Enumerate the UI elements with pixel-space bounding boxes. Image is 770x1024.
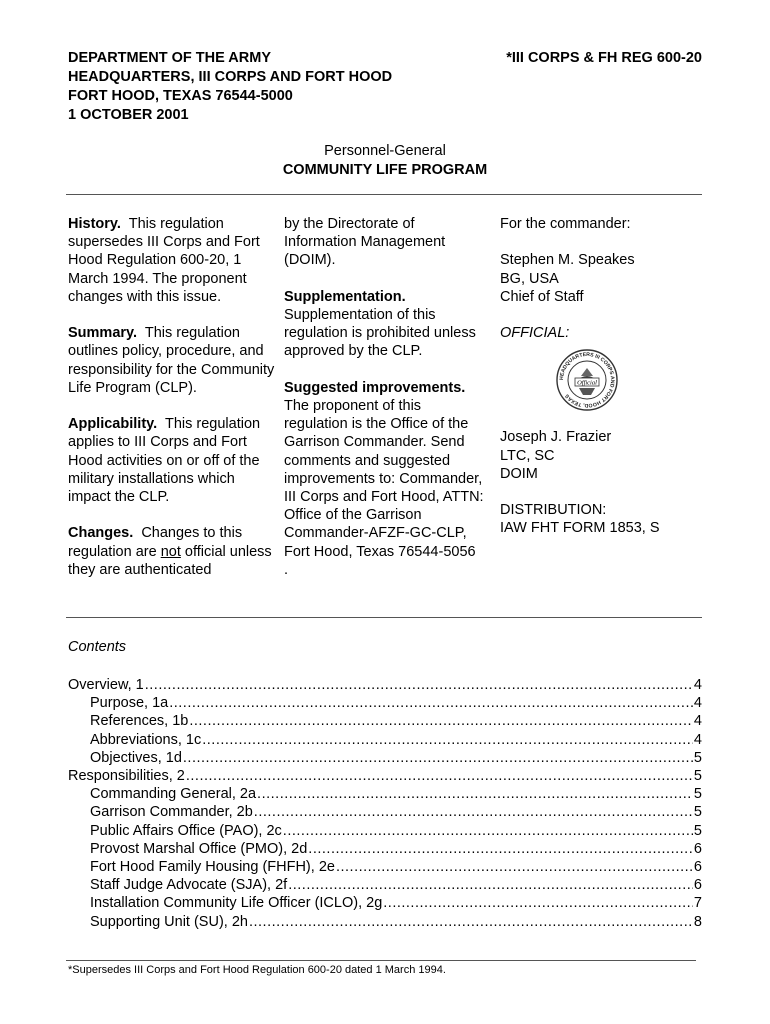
- toc-entry[interactable]: [68, 731, 702, 749]
- column-right: [500, 215, 700, 556]
- changes-label: Changes.: [68, 525, 134, 542]
- seal-ring-text: HEADQUARTERS III CORPS AND FORT HOOD, TEXAS: [558, 352, 616, 409]
- history-text: This regulation supersedes III Corps and Fort Hood Regulation 600-20, 1 March 1994. The proponent changes with this issue.: [68, 216, 260, 305]
- toc-entry[interactable]: [68, 676, 702, 694]
- toc-leader-dots: [189, 712, 693, 730]
- toc-leader-dots: [308, 840, 693, 858]
- toc-entry-label: Public Affairs Office (PAO), 2c: [90, 822, 282, 839]
- toc-entry-page: 5: [693, 804, 702, 821]
- distribution-label: DISTRIBUTION:: [500, 502, 607, 519]
- toc-entry-label: Installation Community Life Officer (ICLO), 2g: [90, 895, 383, 912]
- supplementation-text: Supplementation of this regulation is prohibited unless approved by the CLP.: [284, 307, 476, 360]
- for-commander: For the commander:: [500, 216, 631, 232]
- toc-entry-page: 6: [693, 840, 702, 857]
- toc-leader-dots: [249, 913, 693, 931]
- divider-top: [66, 194, 702, 195]
- supplementation-label: Supplementation.: [284, 288, 406, 305]
- toc-entry[interactable]: [68, 803, 702, 821]
- header-line: 1 OCTOBER 2001: [68, 107, 189, 123]
- toc-leader-dots: [186, 767, 693, 785]
- toc-entry[interactable]: [68, 894, 702, 912]
- signer-title: Chief of Staff: [500, 288, 584, 305]
- toc-leader-dots: [169, 694, 693, 712]
- toc-entry-label: Provost Marshal Office (PMO), 2d: [90, 840, 308, 857]
- toc-entry-label: Garrison Commander, 2b: [90, 804, 253, 821]
- changes-paragraph: [68, 524, 278, 579]
- toc-entry-label: Commanding General, 2a: [90, 786, 257, 803]
- history-paragraph: [68, 215, 278, 306]
- header-line: HEADQUARTERS, III CORPS AND FORT HOOD: [68, 69, 393, 85]
- subject-block: [0, 142, 770, 180]
- column-left: [68, 215, 278, 597]
- history-label: History.: [68, 216, 121, 232]
- auth-name: Joseph J. Frazier: [500, 429, 612, 446]
- toc-leader-dots: [202, 731, 693, 749]
- summary-label: Summary.: [68, 325, 138, 342]
- distribution-block: [500, 501, 700, 537]
- changes-text-a: Changes to this regulation are: [68, 525, 243, 560]
- toc-leader-dots: [336, 858, 693, 876]
- toc-entry[interactable]: [68, 913, 702, 931]
- contents-title: Contents: [68, 639, 127, 655]
- auth-org: DOIM: [500, 465, 538, 482]
- toc-entry[interactable]: [68, 822, 702, 840]
- toc-leader-dots: [257, 785, 693, 803]
- toc-entry[interactable]: [68, 840, 702, 858]
- toc-entry-page: 5: [693, 822, 702, 839]
- changes-text-b: official unless they are authenticated: [68, 543, 272, 578]
- toc-entry-page: 8: [693, 913, 702, 930]
- table-of-contents: [68, 676, 702, 931]
- signature-block: [500, 251, 700, 306]
- document-title: COMMUNITY LIFE PROGRAM: [282, 162, 488, 178]
- toc-entry-page: 7: [693, 895, 702, 912]
- toc-entry[interactable]: [68, 876, 702, 894]
- toc-entry-label: Overview, 1: [68, 677, 144, 693]
- toc-entry-label: Supporting Unit (SU), 2h: [90, 913, 248, 930]
- toc-entry-label: Objectives, 1d: [90, 749, 182, 766]
- toc-entry-page: 5: [693, 749, 702, 766]
- toc-entry-label: Staff Judge Advocate (SJA), 2f: [90, 877, 288, 894]
- toc-entry-page: 4: [693, 695, 702, 712]
- applicability-label: Applicability.: [68, 416, 158, 433]
- toc-entry-label: References, 1b: [90, 713, 189, 730]
- seal-icon: [555, 348, 619, 412]
- authentication-block: [500, 428, 700, 483]
- toc-entry[interactable]: [68, 858, 702, 876]
- toc-entry-label: Fort Hood Family Housing (FHFH), 2e: [90, 859, 335, 876]
- footnote-divider: [66, 960, 696, 961]
- toc-leader-dots: [183, 749, 693, 767]
- header-address-block: [68, 49, 392, 125]
- applicability-paragraph: [68, 415, 278, 506]
- toc-leader-dots: [145, 676, 693, 694]
- toc-entry-page: 6: [693, 859, 702, 876]
- changes-not: not: [160, 543, 181, 560]
- toc-entry[interactable]: [68, 785, 702, 803]
- divider-middle: [66, 617, 702, 618]
- distribution-text: IAW FHT FORM 1853, S: [500, 520, 660, 537]
- toc-leader-dots: [254, 803, 693, 821]
- signer-name: Stephen M. Speakes: [500, 252, 635, 269]
- summary-text: This regulation outlines policy, procedure, and responsibility for the Community Life Program (CLP).: [68, 325, 275, 396]
- summary-paragraph: [68, 324, 278, 397]
- column-middle: [284, 215, 488, 579]
- toc-entry-label: Responsibilities, 2: [68, 768, 185, 785]
- toc-entry-page: 5: [693, 786, 702, 803]
- toc-entry[interactable]: [68, 712, 702, 730]
- toc-leader-dots: [383, 894, 693, 912]
- trailing-period: .: [284, 561, 289, 578]
- toc-entry-label: Purpose, 1a: [90, 695, 169, 712]
- subject-category: Personnel-General: [324, 143, 446, 159]
- toc-entry-page: 4: [693, 677, 702, 693]
- supplementation-paragraph: [284, 288, 488, 361]
- toc-entry[interactable]: [68, 767, 702, 785]
- suggested-text: The proponent of this regulation is the Office of the Garrison Commander. Send comments and suggested improvements to: Commander, III Corps and Fort Hood, ATTN: Office of the Garrison Commander-AFZF-GC-CLP, Fort Hood, Texas 76544-5056: [284, 398, 484, 560]
- regulation-number: *III CORPS & FH REG 600-20: [506, 50, 702, 66]
- toc-entry[interactable]: [68, 749, 702, 767]
- auth-rank: LTC, SC: [500, 447, 555, 464]
- toc-entry-page: 4: [693, 713, 702, 730]
- signer-rank: BG, USA: [500, 270, 559, 287]
- official-label: OFFICIAL:: [500, 325, 570, 342]
- toc-entry[interactable]: [68, 694, 702, 712]
- toc-entry-label: Abbreviations, 1c: [90, 731, 202, 748]
- suggested-label: Suggested improvements.: [284, 379, 466, 396]
- doim-continuation: by the Directorate of Information Management (DOIM).: [284, 216, 446, 269]
- toc-leader-dots: [288, 876, 693, 894]
- official-seal: [555, 348, 619, 412]
- seal-center-text: Official: [577, 379, 597, 387]
- header-line: DEPARTMENT OF THE ARMY: [68, 50, 271, 66]
- applicability-text: This regulation applies to III Corps and Fort Hood activities on or off of the military installations which impact the CLP.: [68, 416, 261, 506]
- toc-entry-page: 5: [693, 768, 702, 785]
- toc-entry-page: 6: [693, 877, 702, 894]
- suggested-paragraph: [284, 379, 488, 561]
- toc-entry-page: 4: [693, 731, 702, 748]
- footnote: *Supersedes III Corps and Fort Hood Regulation 600-20 dated 1 March 1994.: [68, 964, 446, 976]
- header-line: FORT HOOD, TEXAS 76544-5000: [68, 88, 293, 104]
- toc-leader-dots: [283, 822, 693, 840]
